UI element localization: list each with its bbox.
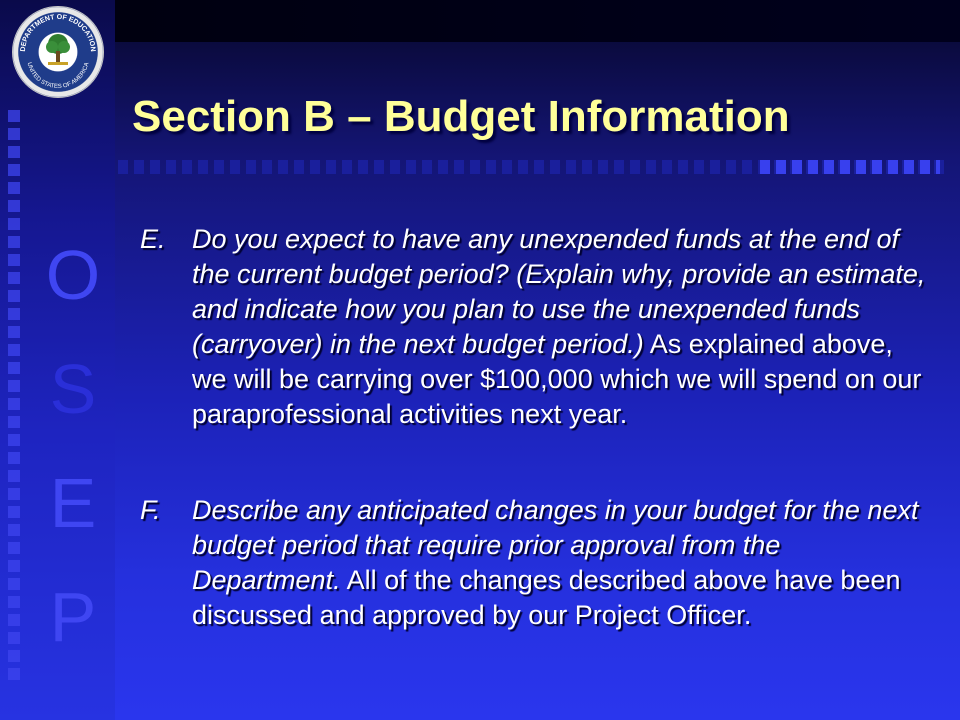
side-letter: P — [49, 578, 97, 656]
dotted-divider-highlight — [760, 160, 940, 174]
department-of-education-seal-icon — [12, 6, 104, 98]
item-answer: As explained above, we will be carrying over $100,000 which we will spend on our paraprofessional activities next year. — [192, 329, 922, 429]
slide-title: Section B – Budget Information — [132, 92, 790, 141]
side-letter: E — [49, 464, 97, 542]
item-letter: E. — [140, 224, 166, 254]
left-sidebar — [0, 0, 115, 720]
side-letter: S — [49, 350, 97, 428]
item-body — [192, 222, 932, 432]
tree-icon — [44, 33, 72, 67]
seal-ring-bottom-text: UNITED STATES OF AMERICA — [25, 61, 91, 91]
osep-vertical-letters — [38, 218, 108, 674]
item-body — [192, 493, 932, 633]
item-question: Describe any anticipated changes in your budget for the next budget period that require prior approval from the Department. — [192, 495, 919, 595]
item-answer: All of the changes described above have been discussed and approved by our Project Officer. — [192, 565, 901, 630]
top-band — [115, 0, 960, 42]
item-letter: F. — [140, 495, 161, 525]
sidebar-square-pattern — [8, 110, 22, 686]
seal-ring-top-text: DEPARTMENT OF EDUCATION — [19, 13, 97, 52]
side-letter: O — [45, 236, 101, 314]
item-question: Do you expect to have any unexpended funds at the end of the current budget period? (Explain why, provide an estimate, and indicate how you plan to use the unexpended funds (carryover) in the next budget period.) — [192, 224, 926, 359]
